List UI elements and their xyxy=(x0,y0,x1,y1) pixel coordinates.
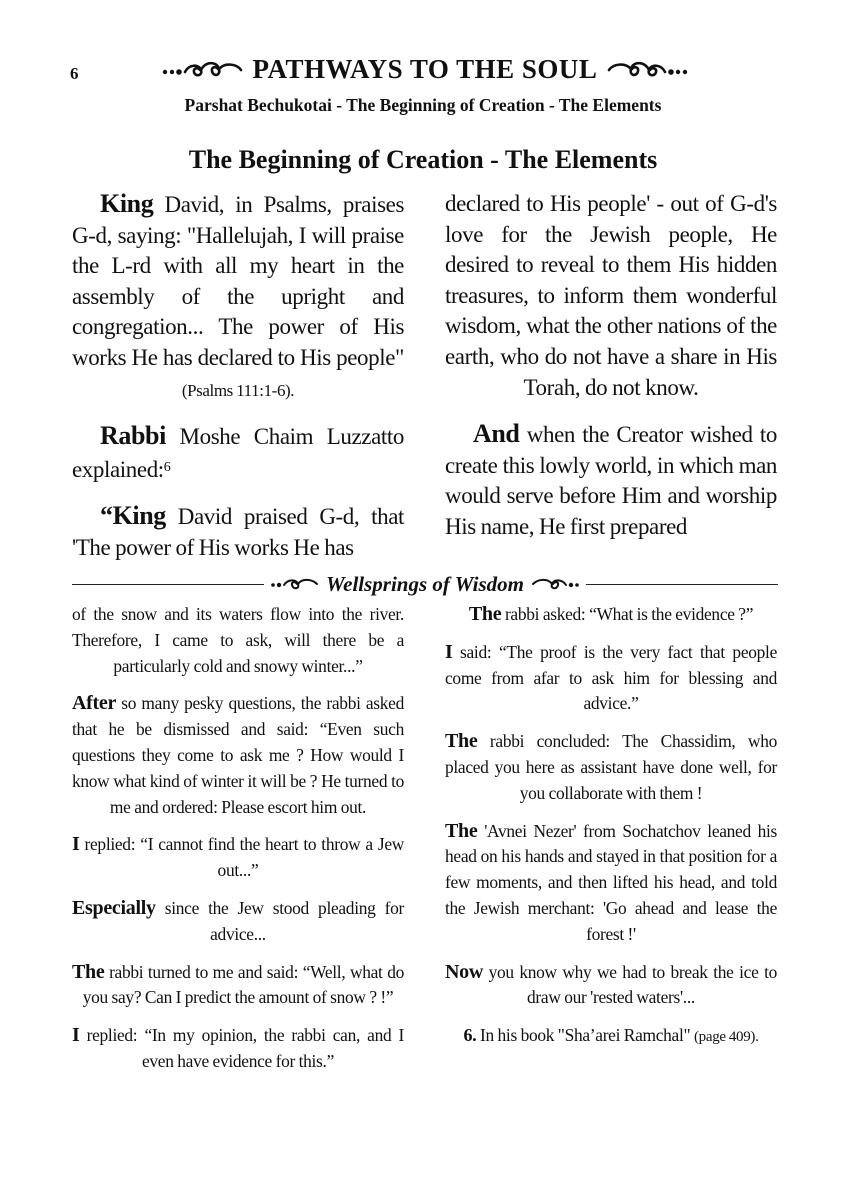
wellsprings-column-right xyxy=(445,602,777,1063)
lead-word: I xyxy=(72,833,80,856)
footnote xyxy=(445,1023,777,1051)
running-subtitle: Parshat Bechukotai - The Beginning of Creation - The Elements xyxy=(184,95,662,115)
article-paragraph xyxy=(445,419,777,542)
article-paragraph xyxy=(72,501,404,563)
paragraph-text: Moshe Chaim Luzzatto explained: xyxy=(72,424,404,482)
article-paragraph xyxy=(72,189,404,406)
paragraph-text: 'Avnei Nezer' from Sochatchov leaned his head on his hands and stayed in that position for a few moments, and then lifted his head, and told the Jewish merchant: 'Go ahead and lease the forest !' xyxy=(445,820,777,944)
story-paragraph xyxy=(72,691,404,820)
paragraph-text: replied: “I cannot find the heart to throw a Jew out...” xyxy=(79,834,404,881)
section-divider xyxy=(72,570,778,598)
story-paragraph xyxy=(445,729,777,806)
article-column-left xyxy=(72,189,404,564)
lead-word: I xyxy=(445,640,453,663)
publication-title: PATHWAYS TO THE SOUL xyxy=(252,53,598,84)
lead-word: I xyxy=(72,1024,80,1047)
paragraph-text: said: “The proof is the very fact that people come from afar to ask him for blessing and advice.” xyxy=(445,641,777,714)
story-paragraph xyxy=(72,602,404,679)
story-paragraph xyxy=(72,896,404,948)
article-column-right xyxy=(445,189,777,543)
paragraph-text: of the snow and its waters flow into the river. Therefore, I came to ask, will there be a particularly cold and snowy winter...” xyxy=(72,604,404,676)
citation: (Psalms 111:1-6). xyxy=(181,380,295,400)
paragraph-text: declared to His people' - out of G-d's love for the Jewish people, He desired to reveal to them His hidden treasures, to inform them wonderful wisdom, what the other nations of the earth, who do not have a share in His Torah, do not know. xyxy=(445,191,777,400)
page-number: 6 xyxy=(70,64,79,83)
ornament-right-icon xyxy=(605,58,689,80)
lead-word: And xyxy=(473,419,520,449)
lead-word: The xyxy=(72,960,105,983)
running-header xyxy=(130,52,720,86)
divider-rule xyxy=(586,584,778,585)
lead-word: Now xyxy=(445,960,483,983)
story-paragraph xyxy=(72,960,404,1012)
story-paragraph xyxy=(72,832,404,884)
lead-word: Rabbi xyxy=(100,421,166,451)
divider-ornament-left-icon xyxy=(270,576,320,592)
footnote-number: 6. xyxy=(463,1025,477,1046)
wellsprings-column-left xyxy=(72,602,404,1087)
paragraph-text: David praised G-d, that 'The power of His works He has xyxy=(72,504,404,560)
story-paragraph xyxy=(445,819,777,948)
article-title: The Beginning of Creation - The Elements xyxy=(188,145,658,174)
ornament-left-icon xyxy=(161,58,245,80)
paragraph-text: when the Creator wished to create this lowly world, in which man would serve before Him and worship His name, He first prepared xyxy=(445,422,777,539)
story-paragraph xyxy=(445,640,777,717)
footnote-text: In his book "Sha’arei Ramchal" xyxy=(476,1025,694,1046)
story-paragraph xyxy=(445,960,777,1012)
paragraph-text: rabbi asked: “What is the evidence ?” xyxy=(501,604,754,624)
paragraph-text: since the Jew stood pleading for advice... xyxy=(155,897,404,944)
divider-ornament-right-icon xyxy=(530,576,580,592)
story-paragraph xyxy=(445,602,777,628)
lead-word: Especially xyxy=(72,896,156,919)
paragraph-text: so many pesky questions, the rabbi asked that he be dismissed and said: “Even such questions they come to ask me ? How would I know what kind of winter it will be ? He turned to me and ordered: Please escort him out. xyxy=(72,693,404,817)
section-title: Wellsprings of Wisdom xyxy=(326,571,524,596)
lead-word: The xyxy=(445,819,478,842)
article-paragraph xyxy=(72,421,404,485)
footnote-citation: (page 409). xyxy=(693,1029,759,1046)
lead-word: King xyxy=(100,189,154,218)
paragraph-text: you know why we had to break the ice to draw our 'rested waters'... xyxy=(483,961,777,1008)
lead-word: After xyxy=(72,692,117,715)
footnote-marker: 6 xyxy=(163,459,171,475)
paragraph-text: rabbi concluded: The Chassidim, who placed you here as assistant have done well, for you collaborate with them ! xyxy=(445,731,777,803)
lead-word: The xyxy=(445,730,478,753)
article-paragraph xyxy=(445,189,777,403)
paragraph-text: David, in Psalms, praises G-d, saying: "Hallelujah, I will praise the L-rd with all my heart in the assembly of the upright and congregation... The power of His works He has declared to His people" xyxy=(72,192,404,370)
paragraph-text: replied: “In my opinion, the rabbi can, and I even have evidence for this.” xyxy=(79,1025,404,1071)
lead-word: The xyxy=(468,603,502,625)
lead-word: “King xyxy=(100,501,166,531)
paragraph-text: rabbi turned to me and said: “Well, what do you say? Can I predict the amount of snow ? !” xyxy=(82,961,404,1008)
divider-rule xyxy=(72,584,264,585)
story-paragraph xyxy=(72,1023,404,1075)
